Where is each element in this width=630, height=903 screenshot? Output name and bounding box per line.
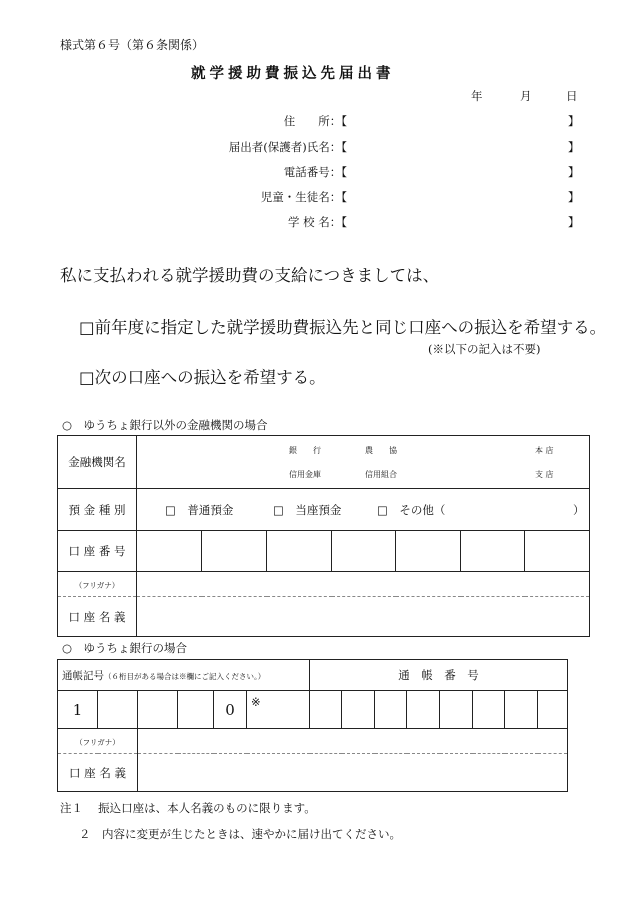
date-year-label: 年 <box>471 89 483 103</box>
account-furigana-field[interactable] <box>137 572 590 597</box>
deposit-other-checkbox[interactable]: □ その他（ <box>377 503 446 517</box>
passbook-symbol-digit-1: 1 <box>58 691 98 729</box>
passbook-number-digit[interactable] <box>538 691 568 729</box>
note-1: 注１ 振込口座は、本人名義のものに限ります。 <box>60 801 316 815</box>
account-name-label: 口 座 名 義 <box>58 597 137 637</box>
school-close-bracket: 】 <box>568 215 580 229</box>
yucho-account-name-field[interactable] <box>138 754 568 792</box>
account-number-digit[interactable] <box>202 531 267 572</box>
yucho-furigana-label: （フリガナ） <box>58 729 138 754</box>
phone-label: 電話番号：【 <box>283 165 347 179</box>
phone-close-bracket: 】 <box>568 165 580 179</box>
institution-name-label: 金融機関名 <box>58 436 137 489</box>
passbook-symbol-asterisk-cell[interactable]: ※ <box>247 691 310 729</box>
deposit-toza-checkbox[interactable]: □ 当座預金 <box>273 503 342 517</box>
option-new-account[interactable]: □次の口座への振込を希望する。 <box>79 368 326 387</box>
account-number-digit[interactable] <box>267 531 332 572</box>
passbook-symbol-digit-0: 0 <box>214 691 247 729</box>
furigana-label: （フリガナ） <box>58 572 137 597</box>
passbook-number-digit[interactable] <box>310 691 342 729</box>
bank-section-heading: ○ ゆうちょ銀行以外の金融機関の場合 <box>62 418 268 432</box>
yucho-furigana-field[interactable] <box>138 729 568 754</box>
passbook-symbol-digit[interactable] <box>138 691 178 729</box>
passbook-number-digit[interactable] <box>342 691 375 729</box>
address-close-bracket: 】 <box>568 114 580 128</box>
passbook-number-digit[interactable] <box>375 691 407 729</box>
passbook-number-digit[interactable] <box>473 691 505 729</box>
intro-text: 私に支払われる就学援助費の支給につきましては、 <box>60 266 440 285</box>
deposit-type-label: 預 金 種 別 <box>58 489 137 531</box>
institution-name-field[interactable] <box>137 436 590 489</box>
passbook-symbol-digit[interactable] <box>178 691 214 729</box>
date-day-label: 日 <box>566 89 578 103</box>
account-number-digit[interactable] <box>396 531 461 572</box>
bank-type-shinkin: 信用金庫 <box>289 470 321 479</box>
date-month-label: 月 <box>520 89 532 103</box>
bank-table <box>57 435 590 637</box>
deposit-type-field <box>137 489 590 531</box>
passbook-symbol-digit[interactable] <box>98 691 138 729</box>
option-same-account[interactable]: □前年度に指定した就学援助費振込先と同じ口座への振込を希望する。 <box>79 318 607 337</box>
account-number-digit[interactable] <box>332 531 396 572</box>
account-name-field[interactable] <box>137 597 590 637</box>
yucho-table <box>57 659 568 792</box>
child-name-label: 児童・生徒名：【 <box>260 190 347 204</box>
passbook-symbol-header: 通帳記号（６桁目がある場合は※欄にご記入ください。） <box>58 660 310 691</box>
yucho-section-heading: ○ ゆうちょ銀行の場合 <box>62 641 188 655</box>
address-label: 住 所：【 <box>283 114 347 128</box>
account-number-digit[interactable] <box>137 531 202 572</box>
form-title: 就学援助費振込先届出書 <box>191 65 395 82</box>
note-2: ２ 内容に変更が生じたときは、速やかに届け出てください。 <box>79 827 401 841</box>
deposit-other-close: ） <box>573 503 585 517</box>
branch-type-shiten: 支 店 <box>535 470 554 479</box>
account-number-digit[interactable] <box>461 531 525 572</box>
passbook-number-digit[interactable] <box>505 691 538 729</box>
child-close-bracket: 】 <box>568 190 580 204</box>
account-number-digit[interactable] <box>525 531 590 572</box>
passbook-number-digit[interactable] <box>407 691 440 729</box>
form-number: 様式第６号（第６条関係） <box>60 38 205 52</box>
deposit-futsu-checkbox[interactable]: □ 普通預金 <box>165 503 234 517</box>
yucho-account-name-label: 口 座 名 義 <box>58 754 138 792</box>
account-number-label: 口 座 番 号 <box>58 531 137 572</box>
branch-type-honten: 本 店 <box>535 446 554 455</box>
option-same-account-note: (※以下の記入は不要) <box>428 342 541 356</box>
school-label: 学 校 名：【 <box>287 215 347 229</box>
passbook-number-digit[interactable] <box>440 691 473 729</box>
bank-type-bank: 銀 行 <box>289 446 321 455</box>
applicant-name-label: 届出者(保護者)氏名：【 <box>228 140 347 154</box>
passbook-number-header: 通 帳 番 号 <box>310 660 568 691</box>
bank-type-nokyo: 農 協 <box>365 446 397 455</box>
name-close-bracket: 】 <box>568 140 580 154</box>
bank-type-shinkumi: 信用組合 <box>365 470 397 479</box>
